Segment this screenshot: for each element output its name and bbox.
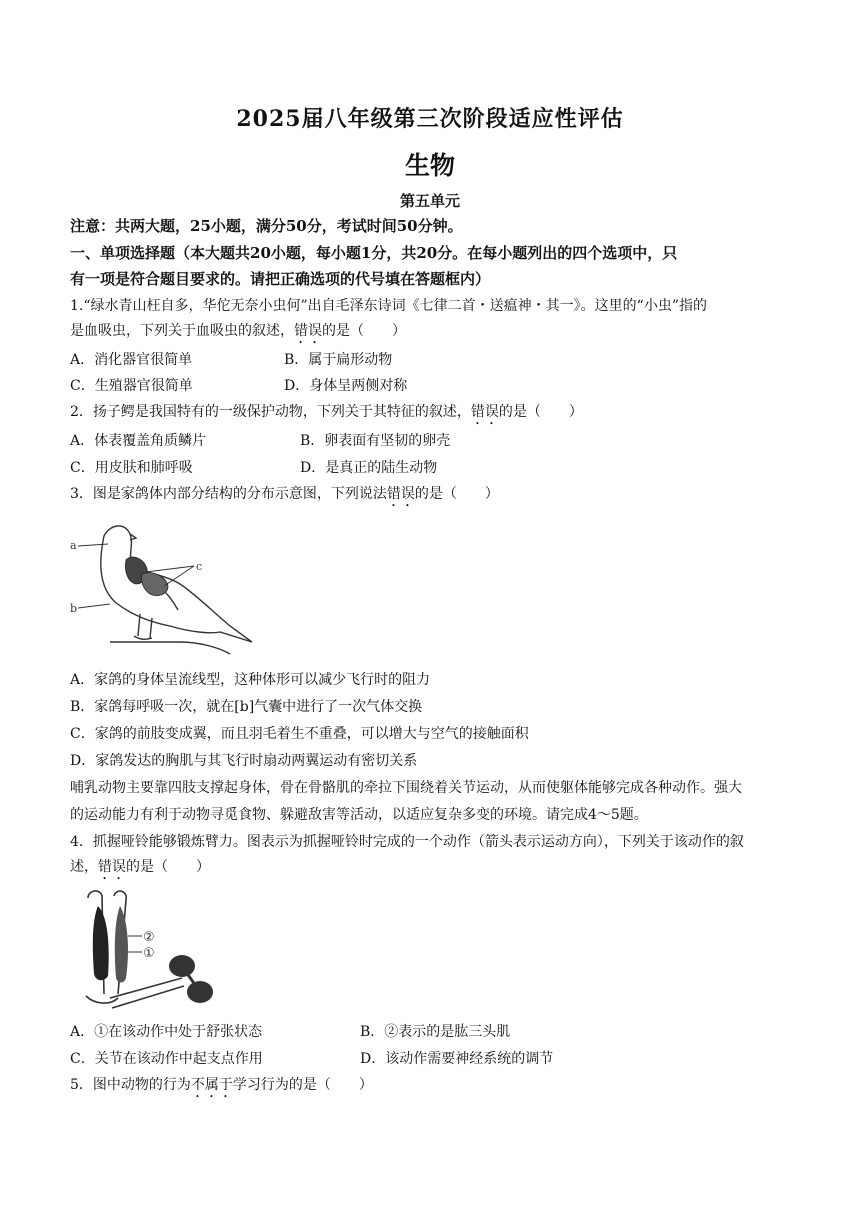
biceps-muscle bbox=[93, 906, 109, 980]
q4-stem-line2 bbox=[70, 857, 795, 883]
figure-label-a: a bbox=[70, 539, 77, 552]
q1-stem-line1: 1.“绿水青山枉自多，华佗无奈小虫何”出自毛泽东诗词《七律二首・送瘟神・其一》。这里的“小虫”指的 bbox=[70, 298, 707, 314]
q1-stem-line2 bbox=[70, 321, 795, 347]
q2-option-a: A．体表覆盖角质鳞片 bbox=[70, 433, 207, 449]
q4-option-c: C．关节在该动作中起支点作用 bbox=[70, 1051, 263, 1067]
q1-stem-tail: 的是（ ） bbox=[322, 323, 406, 339]
q3-stem-text: 3．图是家鸽体内部分结构的分布示意图，下列说法 bbox=[70, 486, 387, 502]
q3-stem bbox=[70, 484, 795, 510]
q2-stem-text: 2．扬子鳄是我国特有的一级保护动物，下列关于其特征的叙述， bbox=[70, 404, 471, 420]
triceps-muscle bbox=[115, 906, 128, 983]
passage-line2: 的运动能力有利于动物寻觅食物、躲避敌害等活动，以适应复杂多变的环境。请完成4～5题。 bbox=[70, 807, 648, 823]
q3-option-c: C．家鸽的前肢变成翼，而且羽毛着生不重叠，可以增大与空气的接触面积 bbox=[70, 726, 529, 742]
dumbbell-top bbox=[169, 955, 195, 977]
section1-heading-line1: 一、单项选择题（本大题共20小题，每小题1分，共20分。在每小题列出的四个选项中，只 bbox=[70, 244, 678, 262]
figure-label-2: ② bbox=[143, 930, 155, 945]
q4-option-d: D．该动作需要神经系统的调节 bbox=[360, 1051, 554, 1067]
q2-emphasis: 错误 bbox=[470, 404, 499, 420]
q4-emphasis: 错误 bbox=[98, 859, 126, 875]
q1-option-a: A．消化器官很简单 bbox=[70, 352, 193, 368]
q2-option-b: B．卵表面有坚韧的卵壳 bbox=[300, 433, 451, 449]
figure-label-c: c bbox=[196, 560, 203, 573]
q5-stem-text: 5．图中动物的行为 bbox=[70, 1077, 191, 1093]
q1-option-b: B．属于扁形动物 bbox=[284, 352, 393, 368]
q2-stem-tail: 的是（ ） bbox=[498, 404, 583, 420]
q3-stem-tail: 的是（ ） bbox=[414, 486, 499, 502]
subject-title: 生物 bbox=[404, 151, 455, 180]
q2-option-c: C．用皮肤和肺呼吸 bbox=[70, 460, 193, 476]
dumbbell-bottom bbox=[187, 981, 213, 1003]
q1-option-d: D．身体呈两侧对称 bbox=[284, 378, 408, 394]
q3-option-b: B．家鸽每呼吸一次，就在[b]气囊中进行了一次气体交换 bbox=[70, 699, 423, 715]
passage-line1: 哺乳动物主要靠四肢支撑起身体，骨在骨骼肌的牵拉下围绕着关节运动，从而使躯体能够完成各种动作。强大 bbox=[70, 780, 742, 796]
q3-option-d: D．家鸽发达的胸肌与其飞行时扇动两翼运动有密切关系 bbox=[70, 753, 418, 769]
q3-option-a: A．家鸽的身体呈流线型，这种体形可以减少飞行时的阻力 bbox=[70, 672, 431, 688]
exam-notice: 注意：共两大题，25小题，满分50分，考试时间50分钟。 bbox=[70, 217, 463, 235]
q5-stem bbox=[70, 1075, 795, 1101]
section1-heading-line2: 有一项是符合题目要求的。请把正确选项的代号填在答题框内） bbox=[70, 270, 491, 288]
figure-label-b: b bbox=[70, 602, 78, 615]
q4-stem-text: 述， bbox=[70, 859, 98, 875]
q1-emphasis: 错误 bbox=[294, 323, 322, 339]
pigeon-air-sacs bbox=[141, 573, 168, 596]
q5-emphasis: 不属于 bbox=[190, 1077, 233, 1093]
q3-emphasis: 错误 bbox=[386, 486, 415, 502]
q4-stem-line1: 4．抓握哑铃能够锻炼臂力。图表示为抓握哑铃时完成的一个动作（箭头表示运动方向），下列关于该动作的叙 bbox=[70, 834, 744, 850]
q2-option-d: D．是真正的陆生动物 bbox=[300, 460, 438, 476]
forearm-bones bbox=[110, 978, 184, 1008]
arm-dumbbell-figure bbox=[74, 886, 224, 1014]
figure-label-1: ① bbox=[143, 946, 155, 961]
q4-option-a: A．①在该动作中处于舒张状态 bbox=[70, 1024, 263, 1040]
q2-stem bbox=[70, 402, 795, 428]
q1-option-c: C．生殖器官很简单 bbox=[70, 378, 193, 394]
q4-stem-tail: 的是（ ） bbox=[126, 859, 210, 875]
unit-title: 第五单元 bbox=[399, 192, 460, 210]
pigeon-figure bbox=[70, 514, 260, 662]
pigeon-outline bbox=[101, 526, 252, 642]
q4-option-b: B．②表示的是肱三头肌 bbox=[360, 1024, 511, 1040]
exam-title: 2025届八年级第三次阶段适应性评估 bbox=[236, 106, 624, 132]
q5-stem-tail: 学习行为的是（ ） bbox=[232, 1077, 373, 1093]
q1-stem-text: 是血吸虫，下列关于血吸虫的叙述， bbox=[70, 323, 294, 339]
